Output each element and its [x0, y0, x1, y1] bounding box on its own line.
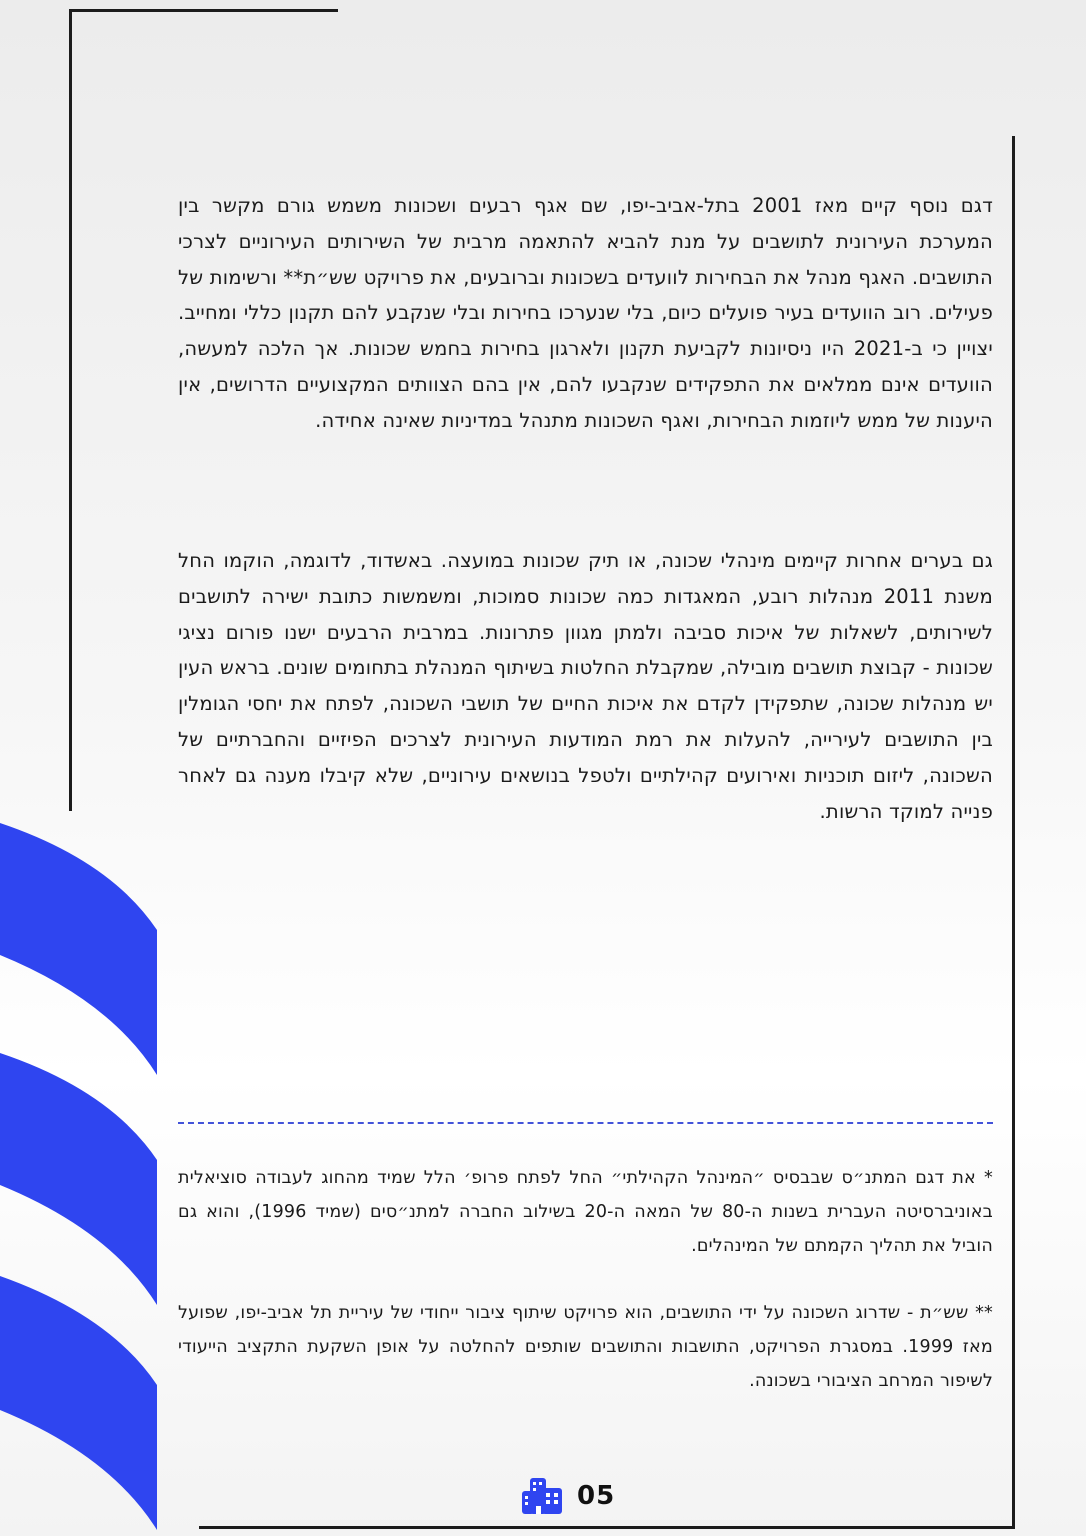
stripe-3	[0, 1276, 157, 1530]
stripe-1	[0, 823, 157, 1075]
stripe-2	[0, 1053, 157, 1305]
page-number: 05	[577, 1481, 616, 1511]
footnote-1: * את דגם המתנ״ס שבבסיס ״המינהל הקהילתי״ החל לפתח פרופ׳ הלל שמיד מהחוג לעבודה סוציאלית באוניברסיטה העברית בשנות ה-80 של המאה ה-20 בשילוב החברה למתנ״סים (שמיד 1996), והוא גם הוביל את תהליך הקמתם של המינהלים.	[178, 1168, 993, 1256]
footnote-divider	[178, 1122, 993, 1124]
body-paragraph-1: דגם נוסף קיים מאז 2001 בתל-אביב-יפו, שם אגף רבעים ושכונות משמש גורם מקשר בין המערכת העירונית לתושבים על מנת להביא להתאמה מרבית של השירותים העירוניים לצרכי התושבים. האגף מנהל את הבחירות לוועדים בשכונות וברובעים, את פרויקט שש״ת** ורשימות של פעילים. רוב הוועדים בעיר פועלים כיום, בלי שנערכו בחירות ובלי שנקבע להם תקנון כללי ומחייב. יצויין כי ב-2021 היו ניסיונות לקביעת תקנון ולארגון בחירות בחמש שכונות. אך הלכה למעשה, הוועדים אינם ממלאים את התפקידים שנקבעו להם, אין בהם הצוותים המקצועיים הדרושים, אין היענות של ממש ליוזמות הבחירות, ואגף השכונות מתנהל במדיניות שאינה אחידה.	[178, 194, 993, 432]
frame-bottom-horizontal	[199, 1526, 1015, 1529]
decorative-blue-stripes	[0, 0, 170, 1536]
buildings-icon	[521, 1475, 563, 1517]
page-footer	[521, 1474, 621, 1518]
body-paragraph-2: גם בערים אחרות קיימים מינהלי שכונה, או תיק שכונות במועצה. באשדוד, לדוגמה, הוקמו החל משנת 2011 מנהלות רובע, המאגדות כמה שכונות סמוכות, ומשמשות כתובת ישירה לתושבים לשירותים, לשאלות של איכות סביבה ולמתן מגוון פתרונות. במרבית הרבעים ישנו פורום נציגי שכונות - קבוצת תושבים מובילה, שמקבלת החלטות בשיתוף המנהלת בתחומים שונים. בראש העין יש מנהלות שכונה, שתפקידן לקדם את איכות החיים של תושבי השכונה, לפתח את יחסי הגומלין בין התושבים לעירייה, להעלות את רמת המודעות העירונית לצרכים הפיזיים והחברתיים של השכונה, ליזום תוכניות ואירועים קהילתיים ולטפל בנושאים עירוניים, שלא קיבלו מענה גם לאחר פנייה למוקד הרשות.	[178, 549, 993, 823]
frame-right-vertical	[1012, 136, 1015, 1528]
footnote-2: ** שש״ת - שדרוג השכונה על ידי התושבים, הוא פרויקט שיתוף ציבור ייחודי של עיריית תל אביב-יפו, שפועל מאז 1999. במסגרת הפרויקט, התושבות והתושבים שותפים להחלטה על אופן השקעת התקציב הייעודי לשיפור המרחב הציבורי בשכונה.	[178, 1303, 993, 1391]
